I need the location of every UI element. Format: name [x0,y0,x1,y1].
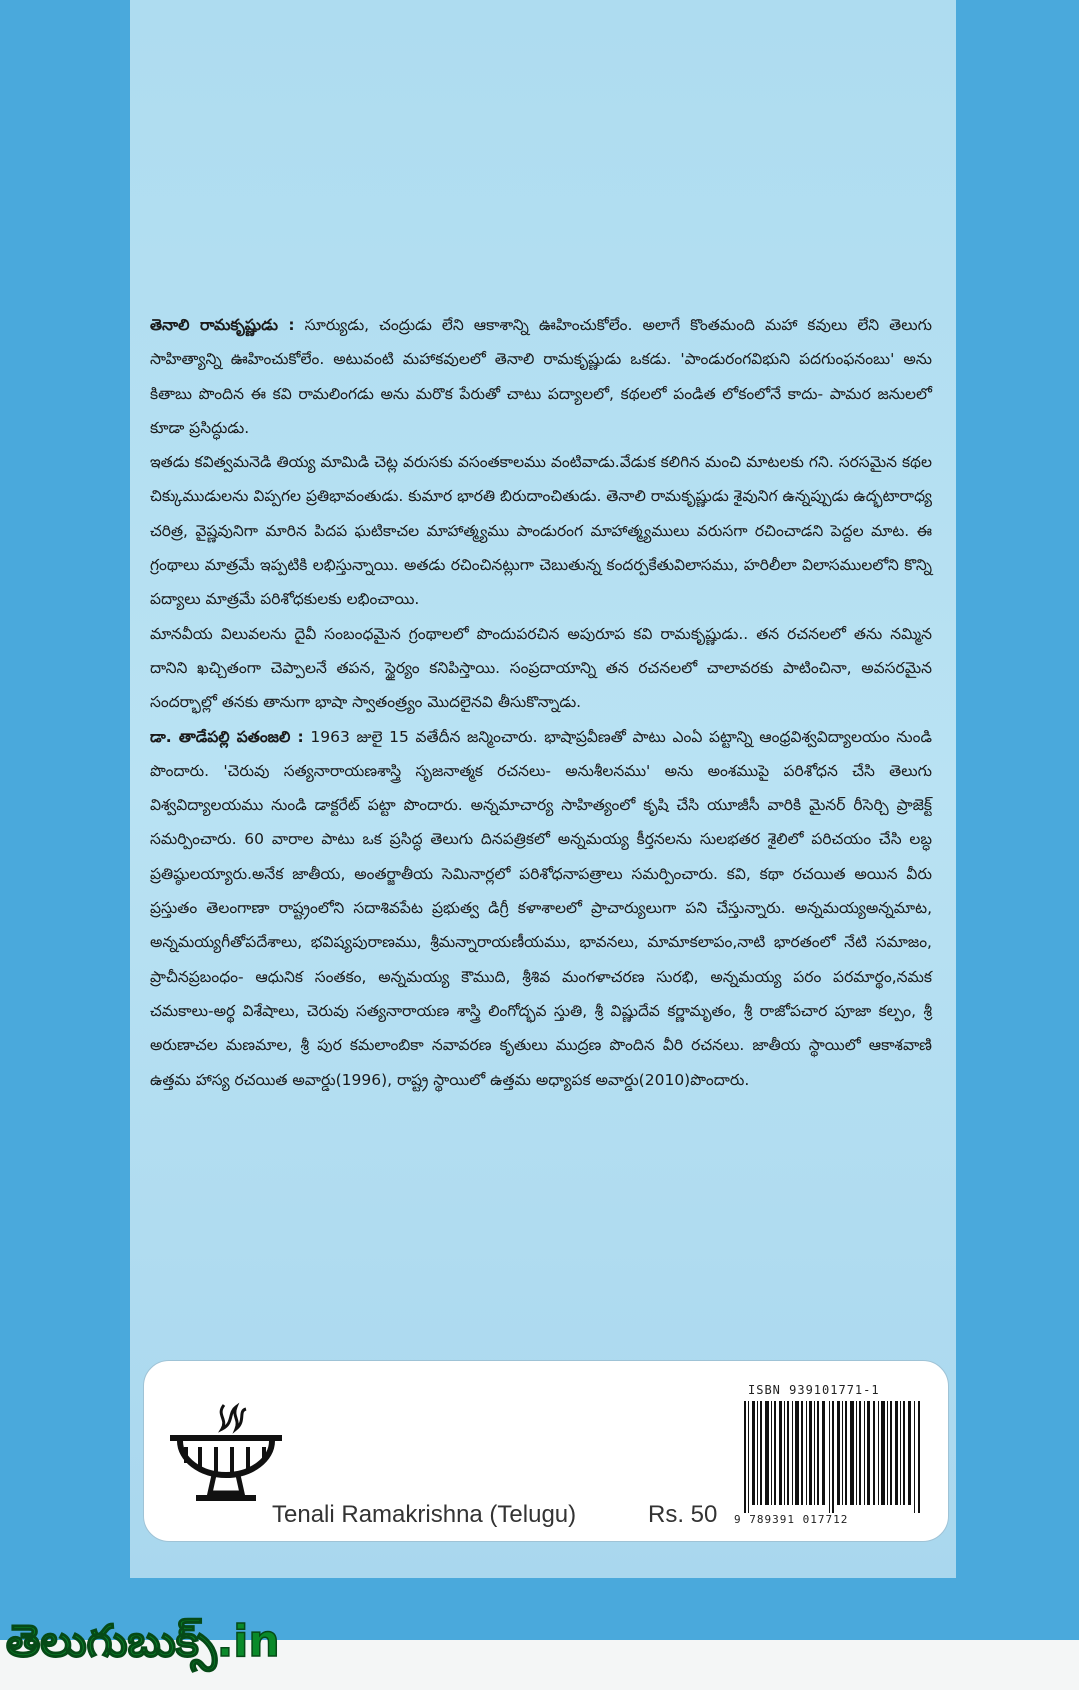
paragraph-tenali-body: సూర్యుడు, చంద్రుడు లేని ఆకాశాన్ని ఊహించుకోలేం. అలాగే కొంతమంది మహా కవులు లేని తెలుగు సాహిత్యాన్ని ఊహించుకోలేం. అటువంటి మహాకవులలో తెనాలి రామకృష్ణుడు ఒకడు. 'పాండురంగవిభుని పదగుంఫనంబు' అను కితాబు పొందిన ఈ కవి రామలింగడు అను మరొక పేరుతో చాటు పద్యాలలో, కథలలో పండిత లోకంలోనే కాదు- పామర జనులలో కూడా ప్రసిద్ధుడు. [150,316,932,437]
paragraph-tenali-lead: తెనాలి రామకృష్ణుడు : [150,316,295,334]
paragraph-tenali [150,308,932,445]
paragraph-author-lead: డా. తాడేపల్లి పతంజలి : [150,727,304,746]
blurb-text [150,308,932,1097]
book-title: Tenali Ramakrishna (Telugu) [272,1501,577,1528]
book-price: Rs. 50 [648,1501,718,1528]
paragraph-works: ఇతడు కవిత్వమనెడి తియ్య మామిడి చెట్ల వరుసకు వసంతకాలము వంటివాడు.వేడుక కలిగిన మంచి మాటలకు గని. సరసమైన కథల చిక్కుముడులను విప్పగల ప్రతిభావంతుడు. కుమార భారతి బిరుదాంచితుడు. తెనాలి రామకృష్ణుడు శైవునిగ ఉన్నప్పుడు ఉద్భటారాధ్య చరిత్ర, వైష్ణవునిగా మారిన పిదప ఘటికాచల మాహాత్మ్యము పాండురంగ మాహాత్మ్యములు వరుసగా రచించాడని పెద్దల మాట. ఈ గ్రంథాలు మాత్రమే ఇప్పటికి లభిస్తున్నాయి. అతడు రచించినట్లుగా చెబుతున్న కందర్పకేతువిలాసము, హరిలీలా విలాసములలోని కొన్ని పద్యాలు మాత్రమే పరిశోధకులకు లభించాయి. [150,453,933,609]
barcode [744,1401,922,1513]
barcode-digits: 9 789391 017712 [734,1513,849,1526]
isbn-label: ISBN 939101771-1 [748,1383,880,1397]
publisher-logo-icon [166,1399,286,1503]
paragraph-author [150,720,932,1097]
paragraph-author-body: 1963 జులై 15 వతేదీన జన్మించారు. భాషాప్రవీణతో పాటు ఎంఏ పట్టాన్ని ఆంధ్రవిశ్వవిద్యాలయం నుండి పొందారు. 'చెరువు సత్యనారాయణశాస్త్రి సృజనాత్మక రచనలు- అనుశీలనము' అను అంశముపై పరిశోధన చేసి తెలుగు విశ్వవిద్యాలయము నుండి డాక్టరేట్ పట్టా పొందారు. అన్నమాచార్య సాహిత్యంలో కృషి చేసి యూజీసీ వారికి మైనర్ రీసెర్చి ప్రాజెక్ట్ సమర్పించారు. 60 వారాల పాటు ఒక ప్రసిద్ధ తెలుగు దినపత్రికలో అన్నమయ్య కీర్తనలను సులభతర శైలిలో పరిచయం చేసి లబ్ధ ప్రతిష్ఠులయ్యారు.అనేక జాతీయ, అంతర్జాతీయ సెమినార్లలో పరిశోధనాపత్రాలు సమర్పించారు. కవి, కథా రచయిత అయిన వీరు ప్రస్తుతం తెలంగాణా రాష్ట్రంలోని సదాశివపేట ప్రభుత్వ డిగ్రీ కళాశాలలో ప్రాచార్యులుగా పని చేస్తున్నారు. అన్నమయ్యఅన్నమాట, అన్నమయ్యగీతోపదేశాలు, భవిష్యపురాణము, శ్రీమన్నారాయణీయము, భావనలు, మామాకలాపం,నాటి భారతంలో నేటి సమాజం, ప్రాచీనప్రబంధం- ఆధునిక సంతకం, అన్నమయ్య కౌముది, శ్రీశివ మంగళాచరణ సురభి, అన్నమయ్య పరం పరమార్థం,నమక చమకాలు-అర్థ విశేషాలు, చెరువు సత్యనారాయణ శాస్త్రి లింగోద్భవ స్తుతి, శ్రీ విష్ణుదేవ కర్ణామృతం, శ్రీ రాజోపచార పూజా కల్పం, శ్రీ అరుణాచల మణమాల, శ్రీ పుర కమలాంబికా నవావరణ కృతులు ముద్రణ పొందిన వీరి రచనలు. జాతీయ స్థాయిలో ఆకాశవాణి ఉత్తమ హాస్య రచయిత అవార్డు(1996), రాష్ట్ర స్థాయిలో ఉత్తమ అధ్యాపక అవార్డు(2010)పొందారు. [150,727,932,1089]
paragraph-values: మానవీయ విలువలను దైవీ సంబంధమైన గ్రంథాలలో పొందుపరచిన అపురూప కవి రామకృష్ణుడు.. తన రచనలలో తను నమ్మిన దానిని ఖచ్చితంగా చెప్పాలనే తపన, స్థైర్యం కనిపిస్తాయి. సంప్రదాయాన్ని తన రచనలలో చాలావరకు పాటించినా, అవసరమైన సందర్భాల్లో తనకు తానుగా భాషా స్వాతంత్ర్యం మొదలైనవి తీసుకొన్నాడు. [150,624,932,712]
price-barcode-box [143,1360,949,1542]
site-watermark: తెలుగుబుక్స్.in [6,1616,280,1667]
